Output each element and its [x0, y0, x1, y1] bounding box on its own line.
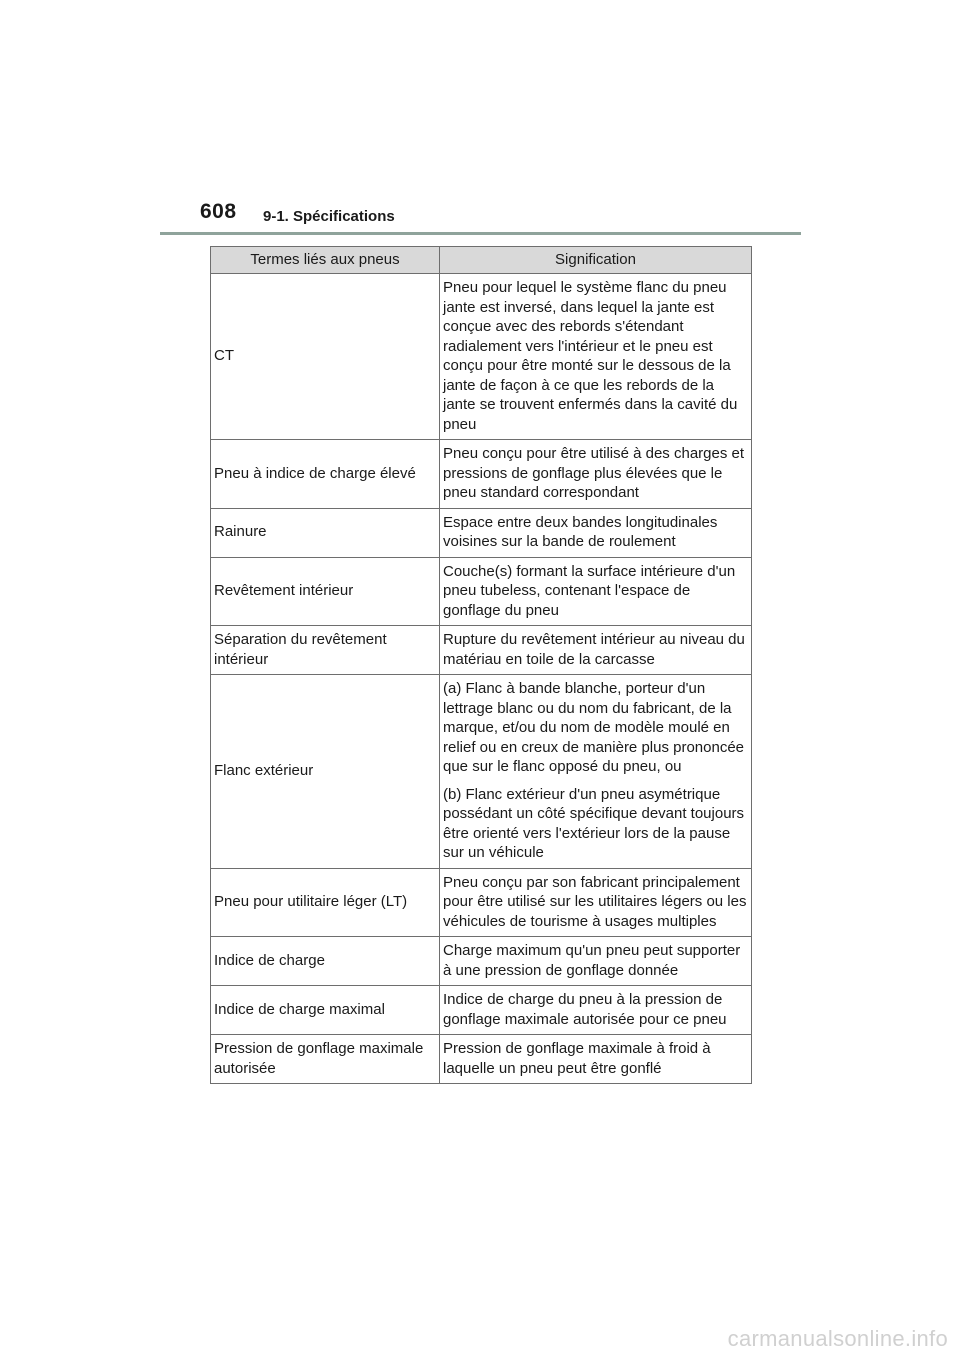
table-row — [211, 937, 752, 986]
column-header-meaning: Signification — [440, 247, 752, 274]
meaning-paragraph: Pneu pour lequel le système flanc du pneu jante est inversé, dans lequel la jante est conçue avec des rebords s'étendant radialement vers l'intérieur et le pneu est conçu pour être monté sur le dessous de la jante de façon à ce que les rebords de la jante se trouvent enfermés dans la cavité du pneu — [443, 279, 738, 433]
header-rule — [160, 232, 801, 235]
meaning-paragraph: Charge maximum qu'un pneu peut supporter à une pression de gonflage donnée — [443, 942, 741, 979]
table-row — [211, 508, 752, 557]
table-row — [211, 868, 752, 937]
section-title: 9-1. Spécifications — [263, 208, 395, 225]
meaning-cell — [440, 274, 752, 440]
term-cell: Pneu pour utilitaire léger (LT) — [211, 868, 440, 937]
term-cell: Pneu à indice de charge élevé — [211, 440, 440, 509]
meaning-cell — [440, 508, 752, 557]
term-cell: CT — [211, 274, 440, 440]
meaning-cell — [440, 626, 752, 675]
meaning-paragraph: (b) Flanc extérieur d'un pneu asymétrique possédant un côté spécifique devant toujours être orienté vers l'extérieur lors de la pause sur un véhicule — [443, 785, 745, 861]
table-row — [211, 675, 752, 869]
table-row — [211, 440, 752, 509]
meaning-cell — [440, 557, 752, 626]
term-cell: Pression de gonflage maximale autorisée — [211, 1035, 440, 1084]
meaning-cell — [440, 937, 752, 986]
meaning-cell — [440, 675, 752, 869]
meaning-paragraph: Pneu conçu par son fabricant principalement pour être utilisé sur les utilitaires légers ou les véhicules de tourisme à usages multiples — [443, 873, 747, 930]
column-header-term: Termes liés aux pneus — [211, 247, 440, 274]
meaning-paragraph: Indice de charge du pneu à la pression de gonflage maximale autorisée pour ce pneu — [443, 991, 727, 1028]
meaning-paragraph: Rupture du revêtement intérieur au niveau du matériau en toile de la carcasse — [443, 631, 745, 668]
meaning-paragraph: Pneu conçu pour être utilisé à des charges et pressions de gonflage plus élevées que le pneu standard correspondant — [443, 445, 745, 501]
table-header-row — [211, 247, 752, 274]
tire-terms-table — [210, 246, 752, 1084]
table-row — [211, 1035, 752, 1084]
meaning-paragraph: Pression de gonflage maximale à froid à laquelle un pneu peut être gonflé — [443, 1040, 711, 1077]
meaning-paragraph: Espace entre deux bandes longitudinales voisines sur la bande de roulement — [443, 513, 718, 550]
meaning-paragraph: Couche(s) formant la surface intérieure d'un pneu tubeless, contenant l'espace de gonflage du pneu — [443, 562, 736, 619]
term-cell: Indice de charge — [211, 937, 440, 986]
term-cell: Séparation du revêtement intérieur — [211, 626, 440, 675]
page-number: 608 — [200, 200, 237, 223]
table-row — [211, 557, 752, 626]
term-cell: Flanc extérieur — [211, 675, 440, 869]
table-row — [211, 274, 752, 440]
meaning-cell — [440, 1035, 752, 1084]
table-row — [211, 986, 752, 1035]
meaning-paragraph: (a) Flanc à bande blanche, porteur d'un lettrage blanc ou du nom du fabricant, de la marque, et/ou du nom de modèle moulé en relief ou en creux de manière plus prononcée que sur le flanc opposé du pneu, ou — [443, 680, 745, 775]
term-cell: Revêtement intérieur — [211, 557, 440, 626]
table-row — [211, 626, 752, 675]
meaning-cell — [440, 868, 752, 937]
term-cell: Rainure — [211, 508, 440, 557]
term-cell: Indice de charge maximal — [211, 986, 440, 1035]
meaning-cell — [440, 440, 752, 509]
meaning-cell — [440, 986, 752, 1035]
watermark: carmanualsonline.info — [727, 1326, 948, 1351]
